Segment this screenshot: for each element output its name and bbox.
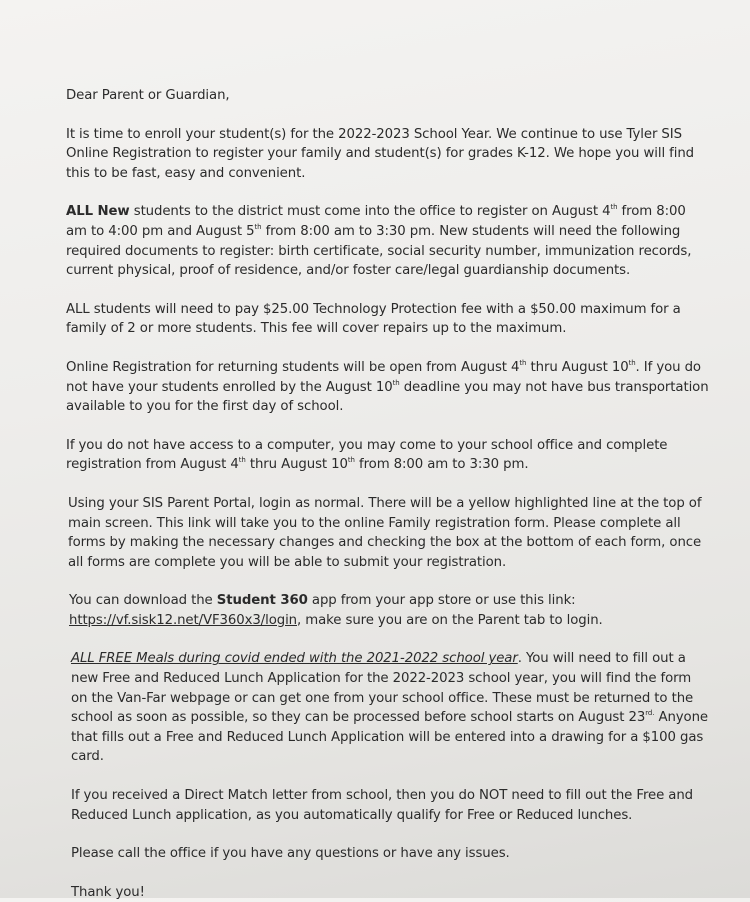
ordinal: th xyxy=(610,203,618,212)
text: . If you do not have your students enrolled by the August 10 xyxy=(66,359,701,395)
ordinal: th xyxy=(519,358,527,367)
text: thru August 10 xyxy=(245,457,348,473)
ordinal: th xyxy=(392,378,400,387)
paragraph-free-meals xyxy=(71,649,710,767)
paragraph-enrollment: It is time to enroll your student(s) for the 2022-2023 School Year. We continue to use Tyler SIS Online Registration to register your family and student(s) for grades K-12. We hope you will find this to be fast, easy and convenient. xyxy=(66,126,695,181)
text: students to the district must come into the office to register on August 4 xyxy=(129,204,611,220)
salutation: Dear Parent or Guardian, xyxy=(66,88,230,103)
ordinal: th xyxy=(628,358,636,367)
text: app from your app store or use this link: xyxy=(307,593,576,609)
text: If you do not have access to a computer, you may come to your school office and complete registration from August 4 xyxy=(66,437,668,473)
text: . You will need to fill out a new Free and Reduced Lunch Application for the 2022-2023 school year, you will find the form on the Van-Far webpage or can get one from your school office. These must be returned to the school as soon as possible, so they can be processed before school starts on August 23 xyxy=(71,651,694,726)
paragraph-new-students xyxy=(66,202,710,280)
text: You can download the xyxy=(69,593,217,609)
ordinal: rd. xyxy=(645,709,655,718)
text: deadline you may not have bus transportation available to you for the first day of school. xyxy=(66,379,709,415)
student-360-bold: Student 360 xyxy=(216,593,308,609)
paragraph-online-registration xyxy=(66,358,710,417)
closing: Thank you! xyxy=(71,884,145,900)
text: from 8:00 am to 3:30 pm. New students will need the following required documents to register: birth certificate, social security number, immunization records, current physical, proof of residence, and/or foster care/legal guardianship documents. xyxy=(66,223,692,279)
paragraph-direct-match: If you received a Direct Match letter from school, then you do NOT need to fill out the Free and Reduced Lunch application, as you automatically qualify for Free or Reduced lunches. xyxy=(71,788,694,823)
text: from 8:00 am to 4:00 pm and August 5 xyxy=(66,204,686,239)
paragraph-student-360 xyxy=(69,591,710,630)
text: , make sure you are on the Parent tab to login. xyxy=(297,612,603,628)
text: Anyone that fills out a Free and Reduced Lunch Application will be entered into a drawing for a $100 gas card. xyxy=(71,710,708,765)
paragraph-technology-fee: ALL students will need to pay $25.00 Technology Protection fee with a $50.00 maximum for a family of 2 or more students. This fee will cover repairs up to the maximum. xyxy=(66,301,681,337)
student-360-link[interactable]: https://vf.sisk12.net/VF360x3/login xyxy=(69,612,297,628)
paragraph-parent-portal: Using your SIS Parent Portal, login as normal. There will be a yellow highlighted line at the top of main screen. This link will take you to the online Family registration form. Please complete all forms by making the necessary changes and checking the box at the bottom of each form, once all forms are complete you will be able to submit your registration. xyxy=(68,495,702,570)
text: Online Registration for returning students will be open from August 4 xyxy=(66,359,520,375)
ordinal: th xyxy=(238,456,246,465)
paragraph-no-computer xyxy=(66,436,710,475)
paragraph-call-office: Please call the office if you have any questions or have any issues. xyxy=(71,846,510,862)
ordinal: th xyxy=(347,456,355,465)
text: from 8:00 am to 3:30 pm. xyxy=(354,457,529,473)
ordinal: th xyxy=(254,222,262,231)
text: thru August 10 xyxy=(526,359,629,375)
all-new-bold: ALL New xyxy=(66,204,130,220)
free-meals-notice: ALL FREE Meals during covid ended with the 2021-2022 school year xyxy=(71,651,518,667)
